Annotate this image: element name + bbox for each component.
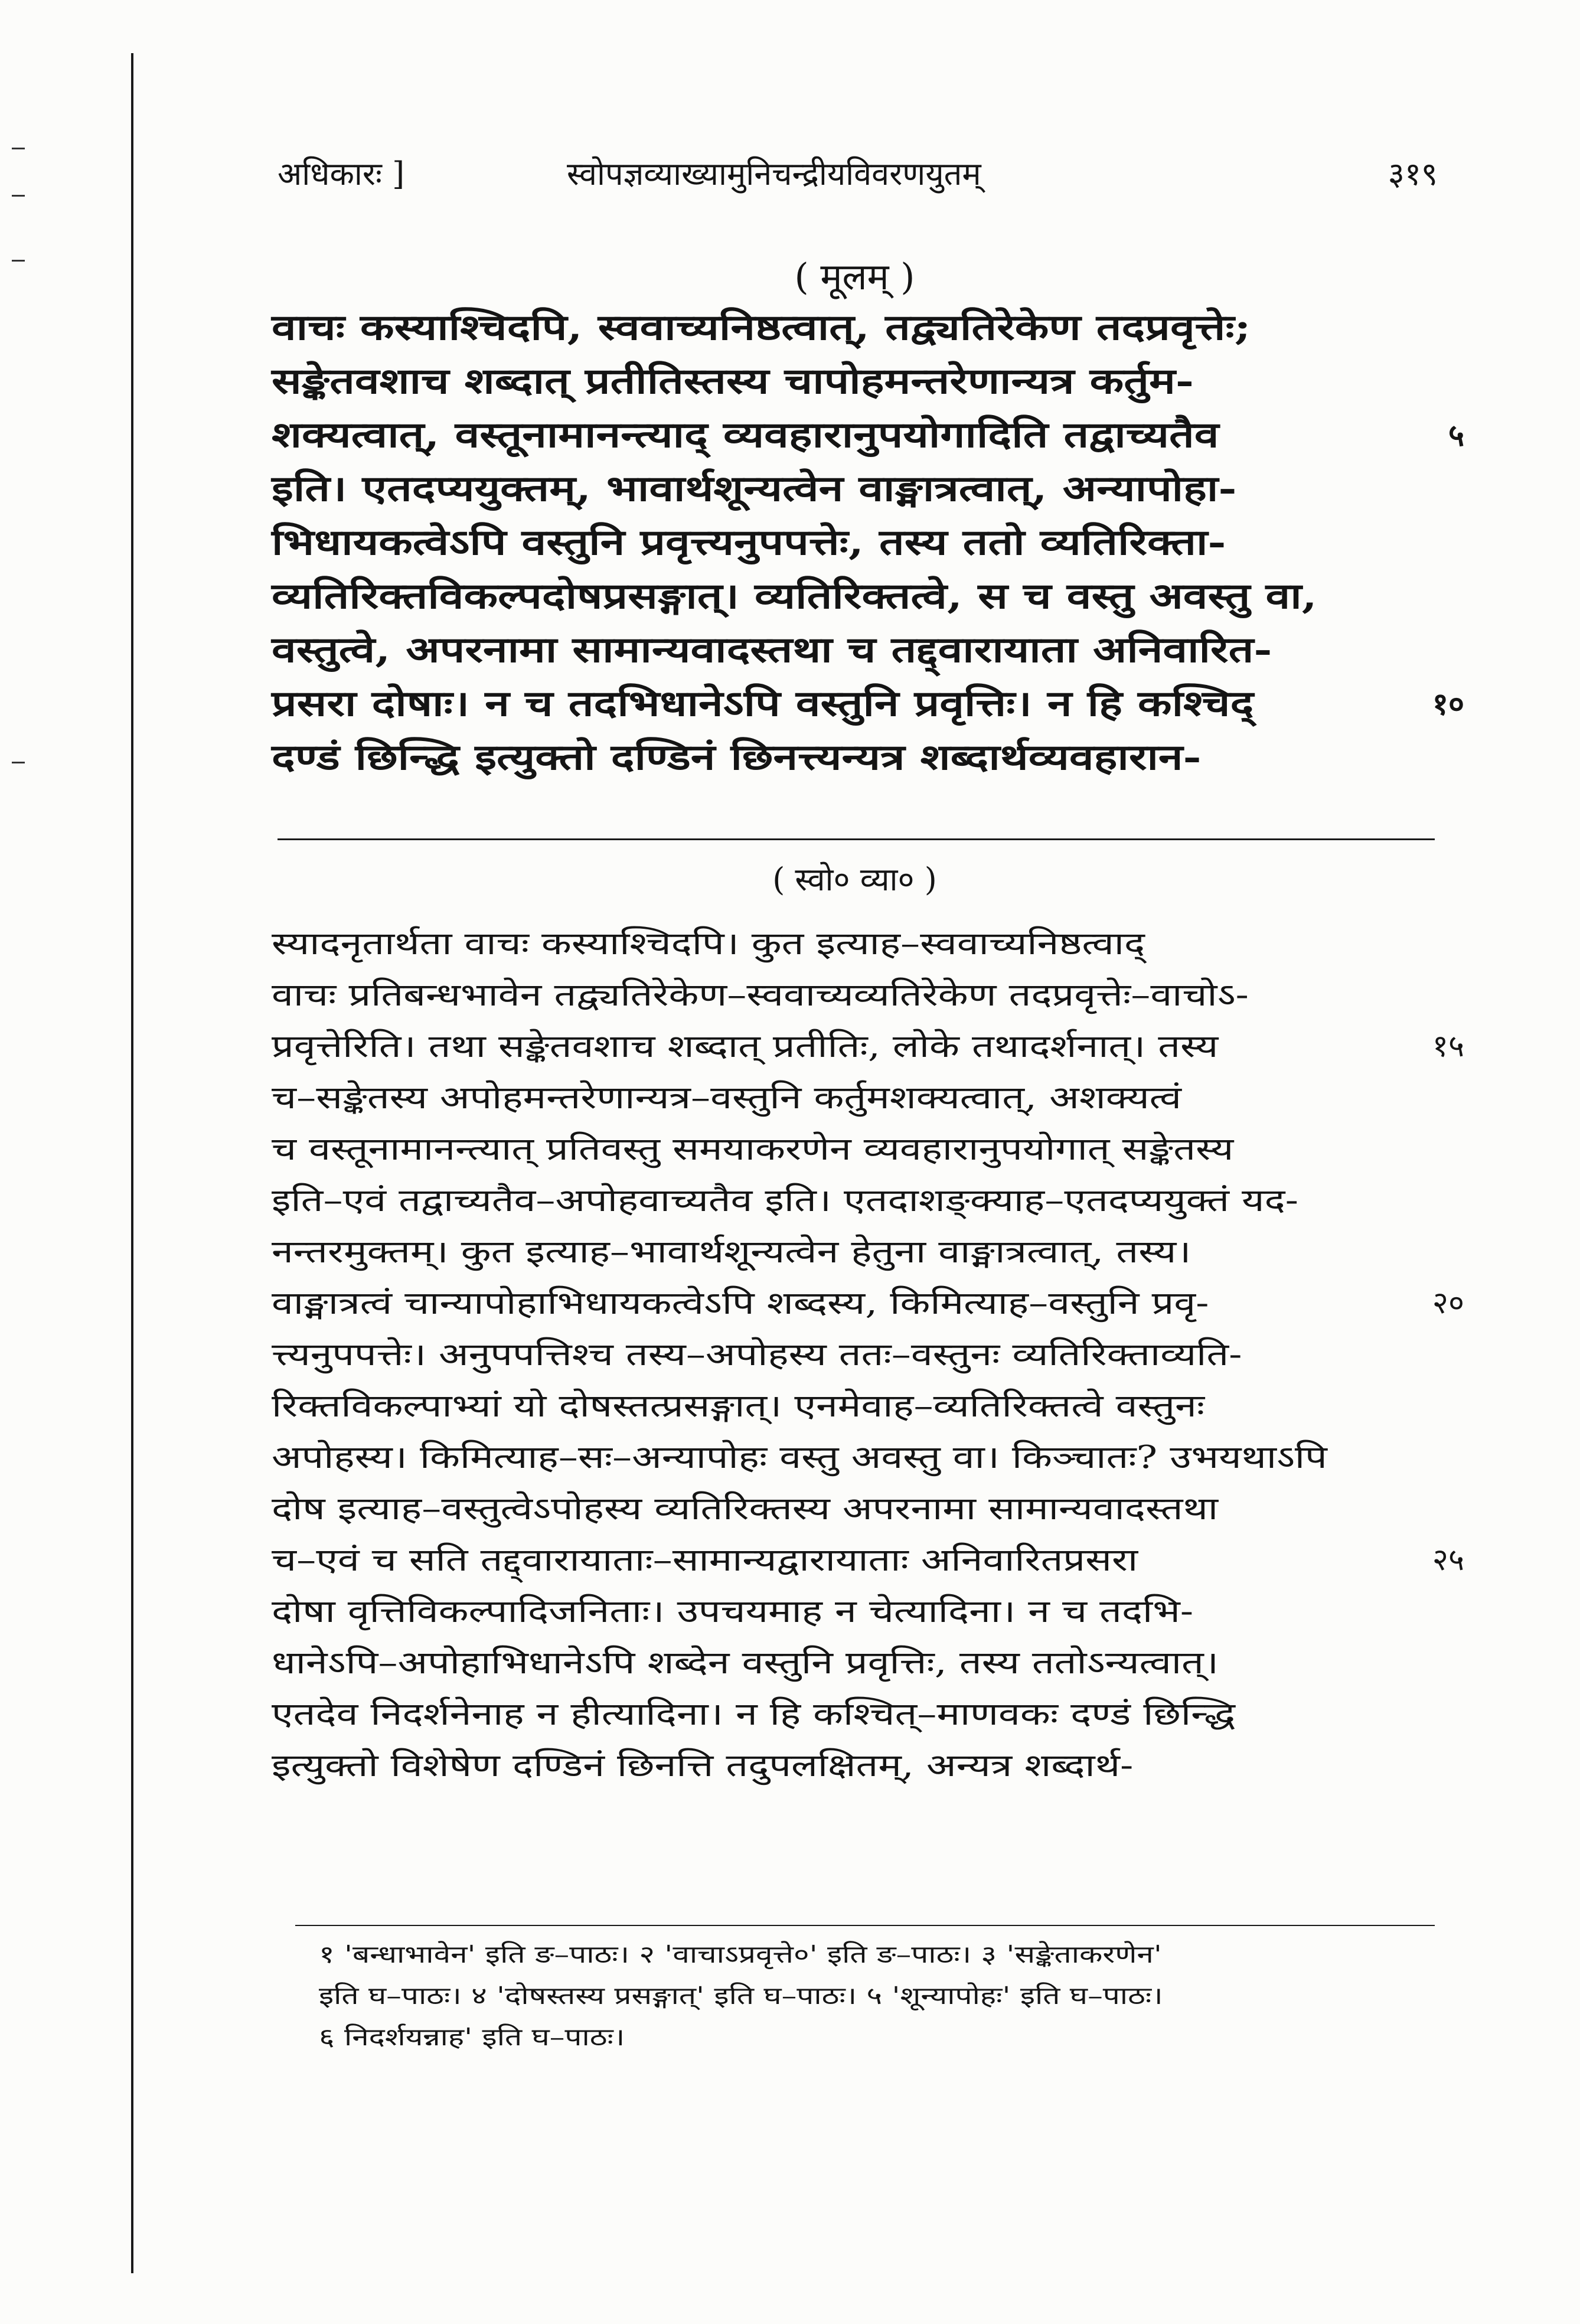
- text-line: सङ्केतवशाच शब्दात् प्रतीतिस्तस्य चापोहमन्तरेणान्यत्र कर्तुम-: [272, 361, 1194, 402]
- header-book-title: स्वोपज्ञव्याख्यामुनिचन्द्रीयविवरणयुतम्: [567, 155, 981, 192]
- commentary-text: [272, 918, 1464, 1791]
- text-line: इत्युक्तो विशेषेण दण्डिनं छिनत्ति तदुपलक्षितम्, अन्यत्र शब्दार्थ-: [272, 1748, 1134, 1784]
- text-line: वाचः प्रतिबन्धभावेन तद्व्यतिरेकेण–स्ववाच्यव्यतिरेकेण तदप्रवृत्तेः–वाचोऽ-: [272, 977, 1249, 1013]
- commentary-heading: ( स्वो० व्या० ): [772, 861, 937, 898]
- text-line: धानेऽपि–अपोहाभिधानेऽपि शब्देन वस्तुनि प्रवृत्तिः, तस्य ततोऽन्यत्वात्।: [272, 1645, 1219, 1681]
- text-line: वाचः कस्याश्चिदपि, स्ववाच्यनिष्ठत्वात्, तद्व्यतिरेकेण तदप्रवृत्तेः;: [272, 307, 1251, 348]
- text-line: वस्तुत्वे, अपरनामा सामान्यवादस्तथा च तद्द्वारायाता अनिवारित-: [272, 629, 1272, 671]
- footnote-line: ६ निदर्शयन्नाह' इति घ–पाठः।: [319, 2023, 625, 2051]
- line-number: २०: [1432, 1285, 1464, 1321]
- text-line: वाङ्मात्रत्वं चान्यापोहाभिधायकत्वेऽपि शब्दस्य, किमित्याह–वस्तुनि प्रवृ- २०: [272, 1278, 1438, 1329]
- text-line: भिधायकत्वेऽपि वस्तुनि प्रवृत्त्यनुपपत्तेः, तस्य ततो व्यतिरिक्ता-: [272, 522, 1226, 563]
- text-line: रिक्तविकल्पाभ्यां यो दोषस्तत्प्रसङ्गात्। एनमेवाह–व्यतिरिक्तत्वे वस्तुनः: [272, 1388, 1205, 1424]
- text-line: शक्यत्वात्, वस्तूनामानन्त्याद् व्यवहारानुपयोगादिति तद्वाच्यतैव ५: [272, 409, 1438, 462]
- page-number: ३१९: [1388, 155, 1438, 192]
- scan-edge-mark: [12, 195, 25, 197]
- line-number: २५: [1432, 1542, 1464, 1578]
- text-line: एतदेव निदर्शनेनाह न हीत्यादिना। न हि कश्चित्–माणवकः दण्डं छिन्द्धि: [272, 1696, 1236, 1732]
- footnote-line: १ 'बन्धाभावेन' इति ङ–पाठः। २ 'वाचाऽप्रवृत्ते०' इति ङ–पाठः। ३ 'सङ्केताकरणेन': [319, 1940, 1162, 1969]
- text-line: दोष इत्याह–वस्तुत्वेऽपोहस्य व्यतिरिक्तस्य अपरनामा सामान्यवादस्तथा: [272, 1491, 1219, 1527]
- text-line: प्रसरा दोषाः। न च तदभिधानेऽपि वस्तुनि प्रवृत्तिः। न हि कश्चिद् १०: [272, 677, 1438, 731]
- text-line: इति–एवं तद्वाच्यतैव–अपोहवाच्यतैव इति। एतदाशङ्क्याह–एतदप्ययुक्तं यद-: [272, 1183, 1299, 1219]
- mula-text: [272, 301, 1464, 785]
- text-line: अपोहस्य। किमित्याह–सः–अन्यापोहः वस्तु अवस्तु वा। किञ्चातः? उभयथाऽपि: [272, 1440, 1327, 1476]
- scan-edge-mark: [12, 148, 25, 149]
- mula-heading: ( मूलम् ): [794, 255, 915, 298]
- section-divider: [278, 838, 1435, 840]
- scan-edge-mark: [12, 762, 25, 763]
- text-line: इति। एतदप्ययुक्तम्, भावार्थशून्यत्वेन वाङ्मात्रत्वात्, अन्यापोहा-: [272, 468, 1237, 510]
- text-line: दण्डं छिन्द्धि इत्युक्तो दण्डिनं छिनत्त्यन्यत्र शब्दार्थव्यवहारान-: [272, 737, 1202, 778]
- text-line: च–एवं च सति तद्द्वारायाताः–सामान्यद्वारायाताः अनिवारितप्रसरा २५: [272, 1535, 1438, 1586]
- text-line: त्त्यनुपपत्तेः। अनुपपत्तिश्च तस्य–अपोहस्य ततः–वस्तुनः व्यतिरिक्ताव्यति-: [272, 1337, 1242, 1373]
- line-number: १५: [1432, 1029, 1464, 1064]
- text-line: दोषा वृत्तिविकल्पादिजनिताः। उपचयमाह न चेत्यादिना। न च तदभि-: [272, 1594, 1194, 1630]
- text-line: प्रवृत्तेरिति। तथा सङ्केतवशाच शब्दात् प्रतीतिः, लोके तथादर्शनात्। तस्य १५: [272, 1021, 1438, 1072]
- text-line: स्यादनृतार्थता वाचः कस्याश्चिदपि। कुत इत्याह–स्ववाच्यनिष्ठत्वाद्: [272, 926, 1145, 962]
- text-line: नन्तरमुक्तम्। कुत इत्याह–भावार्थशून्यत्वेन हेतुना वाङ्मात्रत्वात्, तस्य।: [272, 1234, 1191, 1270]
- line-number: ५: [1448, 417, 1464, 453]
- line-number: १०: [1432, 686, 1464, 722]
- footnotes: [319, 1934, 1435, 2058]
- header-section-label: अधिकारः ]: [278, 155, 405, 192]
- scan-margin-line: [131, 53, 133, 2273]
- footnote-line: इति घ–पाठः। ४ 'दोषस्तस्य प्रसङ्गात्' इति घ–पाठः। ५ 'शून्यापोहः' इति घ–पाठः।: [319, 1982, 1163, 2010]
- text-line: व्यतिरिक्तविकल्पदोषप्रसङ्गात्। व्यतिरिक्तत्वे, स च वस्तु अवस्तु वा,: [272, 576, 1317, 617]
- scan-edge-mark: [12, 260, 25, 262]
- footnote-divider: [295, 1925, 1435, 1926]
- running-header: [272, 151, 1438, 198]
- document-page: [272, 0, 1464, 2324]
- text-line: च वस्तूनामानन्त्यात् प्रतिवस्तु समयाकरणेन व्यवहारानुपयोगात् सङ्केतस्य: [272, 1131, 1234, 1167]
- text-line: च–सङ्केतस्य अपोहमन्तरेणान्यत्र–वस्तुनि कर्तुमशक्यत्वात्, अशक्यत्वं: [272, 1080, 1182, 1116]
